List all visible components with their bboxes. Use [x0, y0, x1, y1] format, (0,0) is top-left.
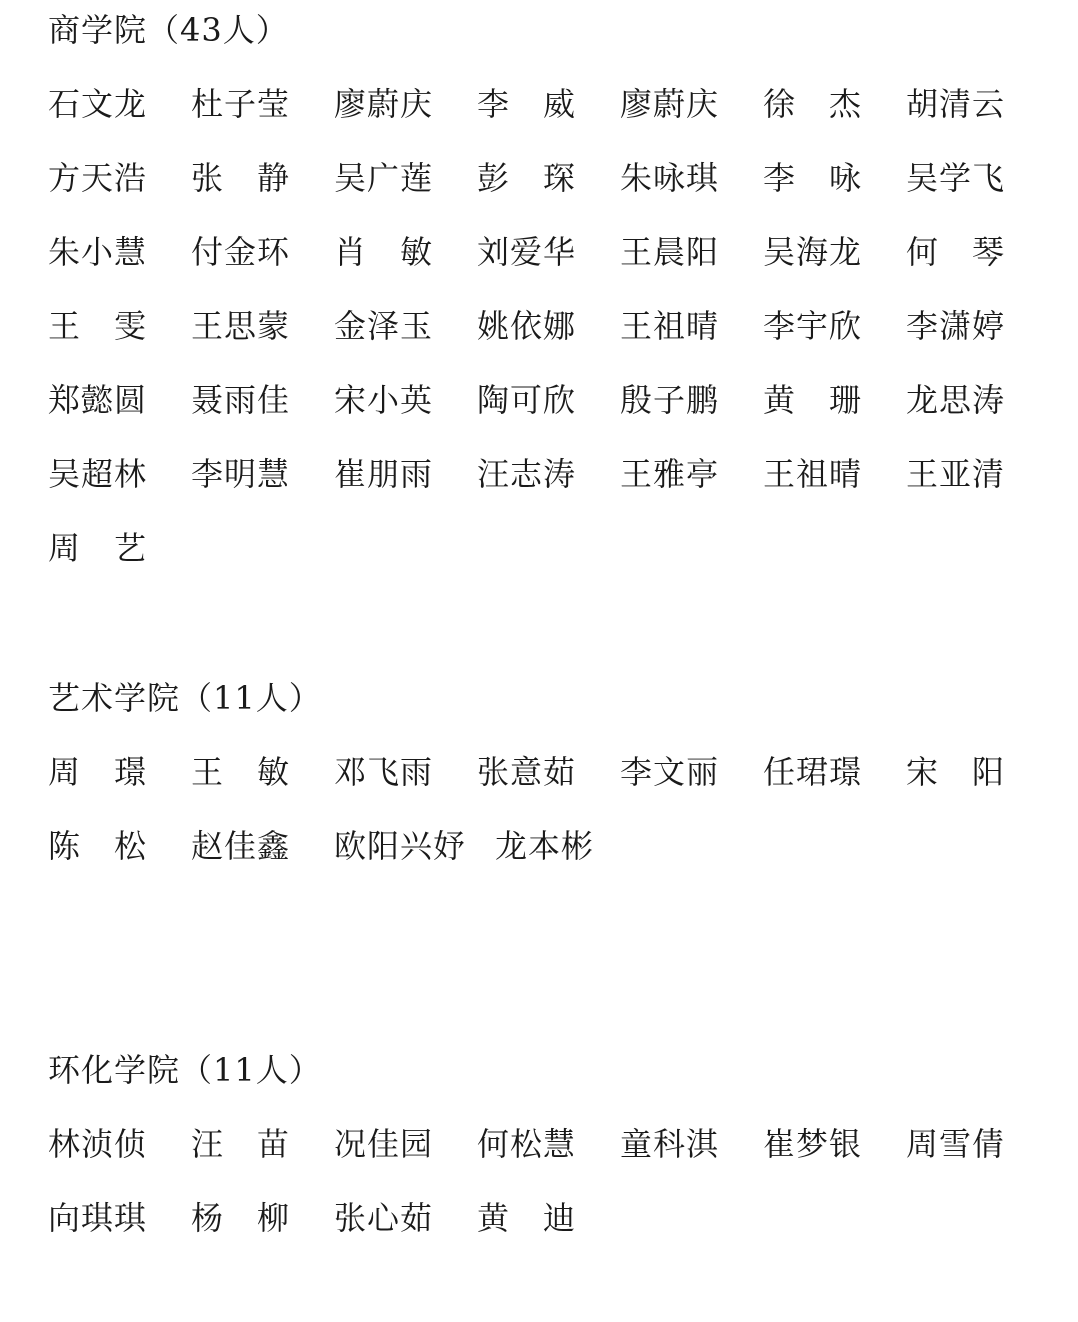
- student-name: 徐 杰: [763, 85, 863, 123]
- student-name: 向琪琪: [48, 1199, 148, 1237]
- student-name: 李 威: [477, 85, 577, 123]
- section-title: 商学院（43人）: [48, 11, 289, 49]
- student-name: 何 琴: [906, 233, 1006, 271]
- student-name: 李文丽: [620, 753, 720, 791]
- student-name: 聂雨佳: [191, 381, 291, 419]
- student-name: 吴超林: [48, 455, 148, 493]
- student-name: 吴广莲: [334, 159, 434, 197]
- student-name: 吴海龙: [763, 233, 863, 271]
- student-name: 王祖晴: [763, 455, 863, 493]
- student-name: 任珺璟: [763, 753, 863, 791]
- student-name: 宋 阳: [906, 753, 1006, 791]
- student-name: 宋小英: [334, 381, 434, 419]
- student-name: 杨 柳: [191, 1199, 291, 1237]
- student-name: 何松慧: [477, 1125, 577, 1163]
- student-name: 王雅亭: [620, 455, 720, 493]
- student-name: 郑懿圆: [48, 381, 148, 419]
- student-name: 肖 敏: [334, 233, 434, 271]
- student-name: 张心茹: [334, 1199, 434, 1237]
- student-name: 邓飞雨: [334, 753, 434, 791]
- student-name: 汪 苗: [191, 1125, 291, 1163]
- student-name: 龙思涛: [906, 381, 1006, 419]
- student-name: 况佳园: [334, 1125, 434, 1163]
- student-name: 赵佳鑫: [191, 827, 291, 865]
- section-business: [48, 10, 1048, 567]
- student-name: 张意茹: [477, 753, 577, 791]
- student-name: 陈 松: [48, 827, 148, 865]
- student-name: 王 敏: [191, 753, 291, 791]
- student-name: 崔梦银: [763, 1125, 863, 1163]
- student-name: 廖蔚庆: [620, 85, 720, 123]
- student-name: 朱小慧: [48, 233, 148, 271]
- student-name: 汪志涛: [477, 455, 577, 493]
- student-name: 张 静: [191, 159, 291, 197]
- student-name: 李潇婷: [906, 307, 1006, 345]
- student-name: 石文龙: [48, 85, 148, 123]
- student-name: 龙本彬: [495, 827, 595, 865]
- student-name: 陶可欣: [477, 381, 577, 419]
- section-title: 艺术学院（11人）: [48, 679, 322, 717]
- student-name: 方天浩: [48, 159, 148, 197]
- student-name: 王祖晴: [620, 307, 720, 345]
- student-name: 殷子鹏: [620, 381, 720, 419]
- section-title: 环化学院（11人）: [48, 1051, 322, 1089]
- student-name: 彭 琛: [477, 159, 577, 197]
- student-name: 周 艺: [48, 529, 148, 567]
- student-name: 周 璟: [48, 753, 148, 791]
- student-name: 周雪倩: [906, 1125, 1006, 1163]
- student-name: 姚依娜: [477, 307, 577, 345]
- student-name: 廖蔚庆: [334, 85, 434, 123]
- student-name: 胡清云: [906, 85, 1006, 123]
- student-name: 黄 迪: [477, 1199, 577, 1237]
- student-name: 杜子莹: [191, 85, 291, 123]
- student-name: 林浈侦: [48, 1125, 148, 1163]
- student-name: 王思蒙: [191, 307, 291, 345]
- student-name: 李明慧: [191, 455, 291, 493]
- student-name: 刘爱华: [477, 233, 577, 271]
- student-name: 童科淇: [620, 1125, 720, 1163]
- student-name: 王 雯: [48, 307, 148, 345]
- student-name: 朱咏琪: [620, 159, 720, 197]
- student-name: 王亚清: [906, 455, 1006, 493]
- student-name: 黄 珊: [763, 381, 863, 419]
- student-name: 欧阳兴妤: [334, 827, 467, 865]
- section-art: [48, 678, 1048, 865]
- student-name: 付金环: [191, 233, 291, 271]
- student-name: 李宇欣: [763, 307, 863, 345]
- section-envchem: [48, 1050, 1048, 1237]
- student-name: 李 咏: [763, 159, 863, 197]
- student-name: 金泽玉: [334, 307, 434, 345]
- student-name: 吴学飞: [906, 159, 1006, 197]
- student-name: 王晨阳: [620, 233, 720, 271]
- student-name: 崔朋雨: [334, 455, 434, 493]
